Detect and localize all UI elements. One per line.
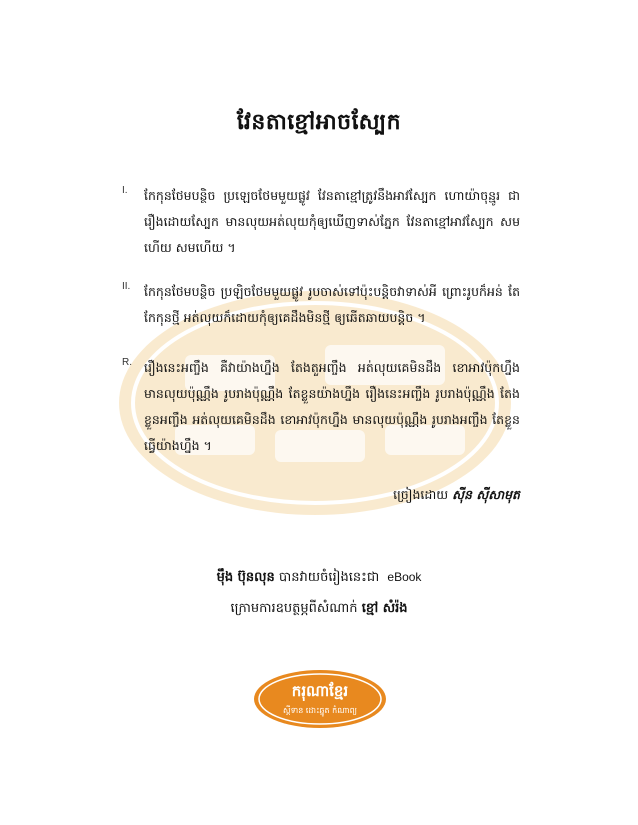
author-name: ស៊ីន ស៊ីសាមុត (452, 487, 520, 502)
item-marker: I. (122, 185, 128, 196)
item-text: កែកុនថែមបន្ថិច ប្រឡិចថែមមួយផ្លូវ រូបចាស់ទៅប៉ុះបន្តិចវាទាស់អី ព្រោះរូបក៏អន់ តែកែកុនថ្មី អត់លុយក៏ដោយកុំឲ្យគេដឹងមិនថ្មី ឲ្យឆើតឆាយបន្តិច ។ (144, 284, 520, 325)
lyrics-list (122, 183, 520, 477)
supervision-text: ក្រោមការឧបត្ថម្ភពីសំណាក់ (230, 601, 358, 616)
credit-line-publisher (0, 569, 638, 588)
author-line (393, 487, 520, 506)
logo-subtitle: ស្តីទាន ដោះឆ្នូត កំណាព្យ (282, 706, 358, 715)
lyrics-item (122, 279, 520, 331)
item-marker: II. (122, 281, 131, 292)
publisher-text: បានវាយចំរៀងនេះជា (278, 570, 380, 585)
song-title: វែនតាខ្មៅអាចស្បែក (236, 110, 402, 135)
lyrics-item (122, 355, 520, 459)
publisher-name: ម៉ឹង ប៊ុនលុន (216, 570, 275, 585)
logo-title: ករុណាខ្មែរ (291, 682, 349, 700)
author-prefix: ច្រៀងដោយ (393, 487, 449, 502)
karuna-khmer-logo (252, 668, 388, 730)
format-label: eBook (387, 570, 422, 584)
credit-line-sponsor (0, 600, 638, 619)
item-marker: R. (122, 357, 132, 368)
item-text: រឿងនេះអញ្ចឹង គឺវាយ៉ាងហ្នឹង តែងតួអញ្ចឹង អត់លុយគេមិនដឹង ខោអាវប៉ុកហ្នឹង មានលុយប៉ុណ្ណឹង រូបរាងប៉ុណ្ណឹង តែខ្លួនយ៉ាងហ្នឹង រឿងនេះអញ្ចឹង រូបរាងប៉ុណ្ណឹង តែងខ្លួនអញ្ចឹង អត់លុយគេមិនដឹង ខោអាវប៉ុកហ្នឹង មានលុយប៉ុណ្ណឹង រូបរាងអញ្ចឹង តែខ្លួនធ្វើយ៉ាងហ្នឹង ។ (144, 360, 520, 453)
sponsor-name: ខ្មៅ សំរ៉ង (361, 601, 408, 616)
lyrics-item (122, 183, 520, 261)
item-text: កែកុនថែមបន្ថិច ប្រឡេចថែមមួយផ្លូវ វែនតាខ្មៅត្រូវនឹងអាវស្បែក ហោយ៉ាចុន្មូរ ជារឿងដោយស្បែក មានលុយអត់លុយកុំឲ្យឃើញទាស់ភ្នែក វែនតាខ្មៅអាវស្បែក សមហើយ សមហើយ ។ (144, 188, 520, 255)
